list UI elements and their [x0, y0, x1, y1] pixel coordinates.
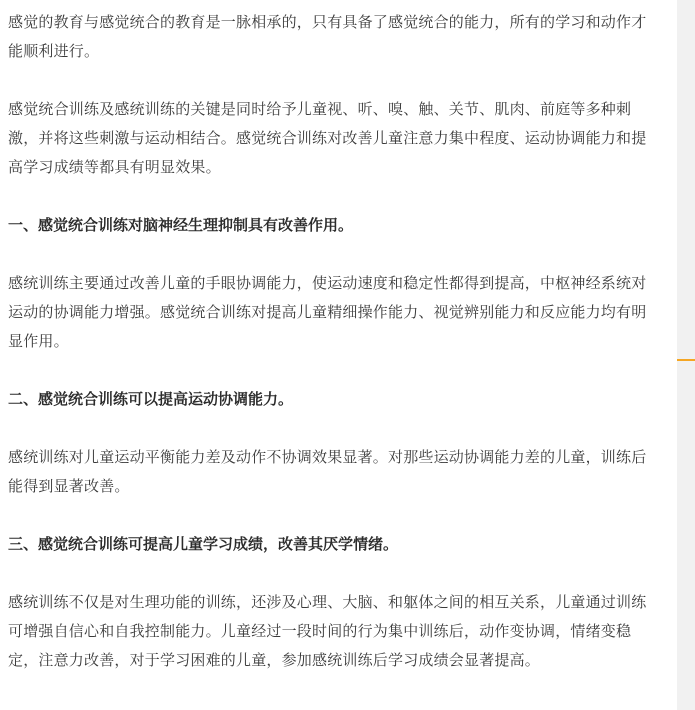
section-heading-3: 三、感觉统合训练可提高儿童学习成绩，改善其厌学情绪。	[8, 535, 399, 553]
paragraph-section-3: 感统训练不仅是对生理功能的训练，还涉及心理、大脑、和躯体之间的相互关系，儿童通过训练可增强自信心和自我控制能力。儿童经过一段时间的行为集中训练后，动作变协调，情绪变稳定，注意力改善，对于学习困难的儿童，参加感统训练后学习成绩会显著提高。	[8, 593, 647, 669]
paragraph-key-points: 感觉统合训练及感统训练的关键是同时给予儿童视、听、嗅、触、关节、肌肉、前庭等多种刺激，并将这些刺激与运动相结合。感觉统合训练对改善儿童注意力集中程度、运动协调能力和提高学习成绩等都具有明显效果。	[8, 100, 647, 176]
section-heading-1: 一、感觉统合训练对脑神经生理抑制具有改善作用。	[8, 216, 354, 234]
article-body	[8, 8, 654, 675]
paragraph-intro: 感觉的教育与感觉统合的教育是一脉相承的，只有具备了感觉统合的能力，所有的学习和动作才能顺利进行。	[8, 13, 647, 60]
side-rail	[677, 0, 695, 710]
paragraph-section-1: 感统训练主要通过改善儿童的手眼协调能力，使运动速度和稳定性都得到提高，中枢神经系统对运动的协调能力增强。感觉统合训练对提高儿童精细操作能力、视觉辨别能力和反应能力均有明显作用。	[8, 274, 647, 350]
section-heading-2: 二、感觉统合训练可以提高运动协调能力。	[8, 390, 294, 408]
side-rail-marker[interactable]	[677, 359, 695, 361]
paragraph-section-2: 感统训练对儿童运动平衡能力差及动作不协调效果显著。对那些运动协调能力差的儿童，训练后能得到显著改善。	[8, 448, 647, 495]
